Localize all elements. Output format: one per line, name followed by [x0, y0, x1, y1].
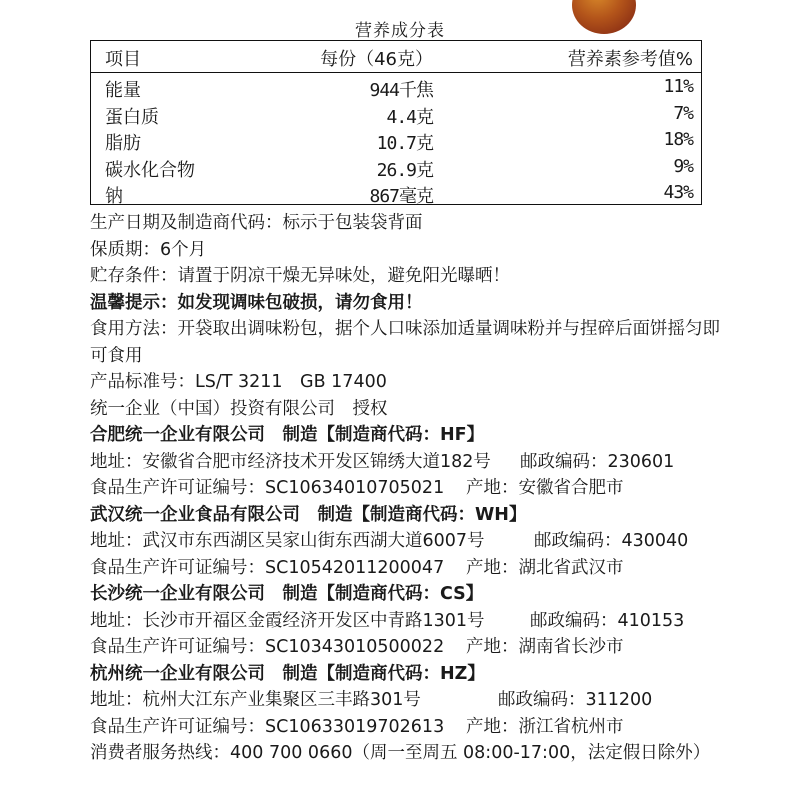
nutrient-name: 蛋白质	[105, 106, 159, 128]
storage-text: 贮存条件：请置于阴凉干燥无异味处，避免阳光曝晒！	[90, 266, 510, 286]
manufacturer-postcode: 邮政编码：410153	[530, 610, 685, 631]
nutrient-amount: 4.4克	[386, 106, 433, 128]
shelf-life-text: 保质期：6个月	[90, 239, 207, 260]
nutrition-table	[90, 40, 702, 205]
licensor-text: 统一企业（中国）投资有限公司 授权	[90, 398, 388, 419]
manufacturer-postcode: 邮政编码：430040	[534, 531, 689, 551]
manufacturer-license-row	[90, 634, 790, 661]
nutrient-name: 碳水化合物	[105, 159, 195, 181]
manufacturer-origin: 产地：湖北省武汉市	[466, 557, 624, 578]
nutrient-nrv: 9%	[673, 155, 693, 177]
manufacturer-address-row	[90, 449, 790, 476]
manufacturer-license: 食品生产许可证编号：SC10634010705021	[90, 478, 445, 498]
manufacturer-address: 地址：武汉市东西湖区吴家山街东西湖大道6007号	[90, 531, 485, 551]
nutrient-name: 能量	[105, 80, 141, 101]
table-row	[91, 75, 701, 102]
hotline-text: 消费者服务热线：400 700 0660（周一至周五 08:00-17:00，法定假日除外）	[90, 743, 711, 763]
production-code-text: 生产日期及制造商代码：标示于包装袋背面	[90, 213, 423, 233]
manufacturer-postcode: 邮政编码：311200	[498, 690, 653, 710]
nutrient-nrv: 18%	[663, 129, 693, 150]
usage-text: 食用方法：开袋取出调味粉包，据个人口味添加适量调味粉并与捏碎后面饼摇匀即可食用	[90, 319, 720, 366]
manufacturer-origin: 产地：安徽省合肥市	[466, 478, 624, 498]
nutrient-amount: 944千焦	[369, 80, 433, 101]
manufacturer-license-row	[90, 714, 790, 741]
manufacturer-license: 食品生产许可证编号：SC10343010500022	[90, 637, 445, 657]
manufacturer-license-row	[90, 475, 790, 502]
manufacturer-license: 食品生产许可证编号：SC10542011200047	[90, 557, 445, 578]
manufacturer-address-row	[90, 608, 790, 635]
table-row	[91, 128, 701, 155]
manufacturer-address: 地址：安徽省合肥市经济技术开发区锦绣大道182号	[90, 451, 491, 472]
manufacturer-license: 食品生产许可证编号：SC10633019702613	[90, 716, 445, 737]
nutrient-amount: 10.7克	[376, 133, 433, 154]
manufacturer-name: 武汉统一企业食品有限公司 制造【制造商代码：WH】	[90, 504, 527, 525]
standard-text: 产品标准号：LS/T 3211 GB 17400	[90, 372, 387, 392]
nutrient-amount: 26.9克	[376, 159, 433, 181]
header-item: 项目	[105, 49, 141, 70]
table-row	[91, 102, 701, 129]
nutrition-table-body	[91, 73, 701, 208]
nutrition-table-title: 营养成分表	[355, 21, 445, 41]
nutrient-nrv: 7%	[673, 102, 693, 124]
nutrient-name: 钠	[105, 186, 123, 207]
manufacturer-origin: 产地：浙江省杭州市	[466, 716, 624, 737]
header-nrv: 营养素参考值%	[567, 49, 693, 70]
warning-text: 温馨提示：如发现调味包破损，请勿食用！	[90, 292, 423, 313]
manufacturer-origin: 产地：湖南省长沙市	[466, 637, 624, 657]
manufacturer-address: 地址：长沙市开福区金霞经济开发区中青路1301号	[90, 610, 485, 631]
nutrition-table-header	[91, 41, 701, 73]
nutrient-amount: 867毫克	[369, 186, 433, 207]
table-row	[91, 155, 701, 182]
manufacturer-license-row	[90, 555, 790, 582]
manufacturer-name: 合肥统一企业有限公司 制造【制造商代码：HF】	[90, 425, 485, 445]
nutrient-nrv: 43%	[663, 182, 693, 203]
table-row	[91, 181, 701, 208]
manufacturer-address-row	[90, 528, 790, 555]
manufacturer-address-row	[90, 687, 790, 714]
header-per-serving: 每份（46克）	[320, 49, 433, 70]
manufacturer-address: 地址：杭州大江东产业集聚区三丰路301号	[90, 690, 421, 710]
nutrient-name: 脂肪	[105, 133, 141, 154]
manufacturer-name: 长沙统一企业有限公司 制造【制造商代码：CS】	[90, 584, 484, 604]
product-info	[90, 210, 790, 767]
nutrient-nrv: 11%	[663, 76, 693, 97]
manufacturer-name: 杭州统一企业有限公司 制造【制造商代码：HZ】	[90, 663, 485, 684]
manufacturer-postcode: 邮政编码：230601	[520, 451, 675, 472]
